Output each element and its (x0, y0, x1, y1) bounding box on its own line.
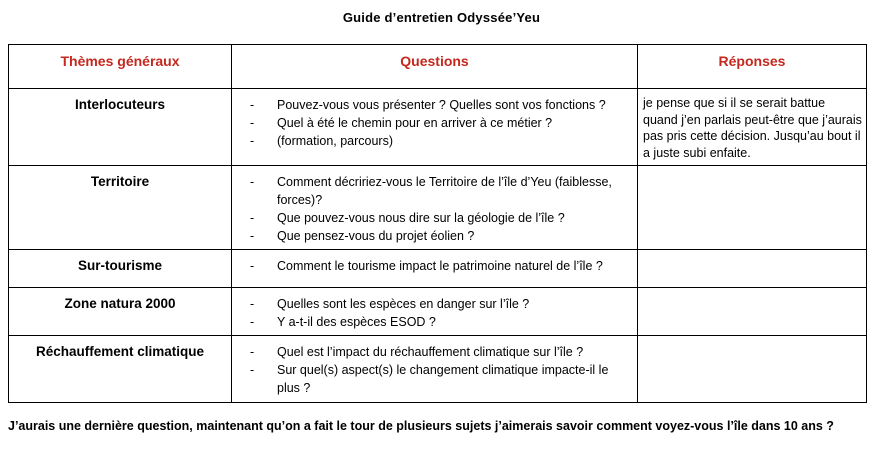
theme-cell: Réchauffement climatique (9, 336, 232, 403)
document-title: Guide d’entretien Odyssée’Yeu (342, 10, 541, 25)
question-text: Comment décririez-vous le Territoire de l’île d’Yeu (faiblesse, forces)? (277, 175, 612, 207)
theme-cell: Zone natura 2000 (9, 288, 232, 336)
question-item (232, 361, 631, 397)
closing-question: J’aurais une dernière question, maintenant qu’on a fait le tour de plusieurs sujets j’aimerais savoir comment voyez-vous l’île dans 10 ans ? (8, 419, 834, 433)
question-item (232, 227, 631, 245)
question-item (232, 257, 631, 275)
table-row (9, 89, 867, 166)
bullet-dash: - (250, 134, 255, 148)
table-row (9, 166, 867, 250)
questions-cell (232, 288, 638, 336)
question-item (232, 343, 631, 361)
question-text: Quelles sont les espèces en danger sur l’île ? (277, 297, 530, 311)
bullet-dash: - (250, 297, 255, 311)
question-item (232, 209, 631, 227)
bullet-dash: - (250, 229, 255, 243)
column-header-reponses: Réponses (638, 45, 867, 89)
question-text: Sur quel(s) aspect(s) le changement climatique impacte-il le plus ? (277, 363, 609, 395)
questions-cell (232, 250, 638, 288)
response-cell (638, 250, 867, 288)
column-header-themes: Thèmes généraux (9, 45, 232, 89)
table-row (9, 250, 867, 288)
bullet-dash: - (250, 315, 255, 329)
response-cell (638, 166, 867, 250)
bullet-dash: - (250, 211, 255, 225)
question-text: Comment le tourisme impact le patrimoine naturel de l’île ? (277, 259, 603, 273)
response-cell: je pense que si il se serait battue quand j’en parlais peut-être que j’aurais pas pris cette décision. Jusqu’au bout il a juste subi enfaite. (638, 89, 867, 166)
bullet-dash: - (250, 175, 255, 189)
table-row (9, 288, 867, 336)
table-row (9, 336, 867, 403)
response-cell (638, 288, 867, 336)
theme-cell: Territoire (9, 166, 232, 250)
questions-cell (232, 166, 638, 250)
question-item (232, 96, 631, 114)
question-text: Y a-t-il des espèces ESOD ? (277, 315, 436, 329)
bullet-dash: - (250, 98, 255, 112)
bullet-dash: - (250, 345, 255, 359)
bullet-dash: - (250, 116, 255, 130)
response-cell (638, 336, 867, 403)
question-text: Pouvez-vous vous présenter ? Quelles sont vos fonctions ? (277, 98, 606, 112)
theme-cell: Sur-tourisme (9, 250, 232, 288)
question-item (232, 173, 631, 209)
question-item (232, 313, 631, 331)
question-item (232, 132, 631, 150)
question-text: Quel à été le chemin pour en arriver à ce métier ? (277, 116, 553, 130)
questions-cell (232, 89, 638, 166)
question-text: Que pensez-vous du projet éolien ? (277, 229, 475, 243)
bullet-dash: - (250, 363, 255, 377)
theme-cell: Interlocuteurs (9, 89, 232, 166)
question-item (232, 295, 631, 313)
question-text: Quel est l’impact du réchauffement climatique sur l’île ? (277, 345, 584, 359)
question-text: Que pouvez-vous nous dire sur la géologie de l’île ? (277, 211, 565, 225)
interview-guide-table (8, 44, 867, 403)
table-header-row (9, 45, 867, 89)
questions-cell (232, 336, 638, 403)
bullet-dash: - (250, 259, 255, 273)
question-text: (formation, parcours) (277, 134, 394, 148)
column-header-questions: Questions (232, 45, 638, 89)
question-item (232, 114, 631, 132)
